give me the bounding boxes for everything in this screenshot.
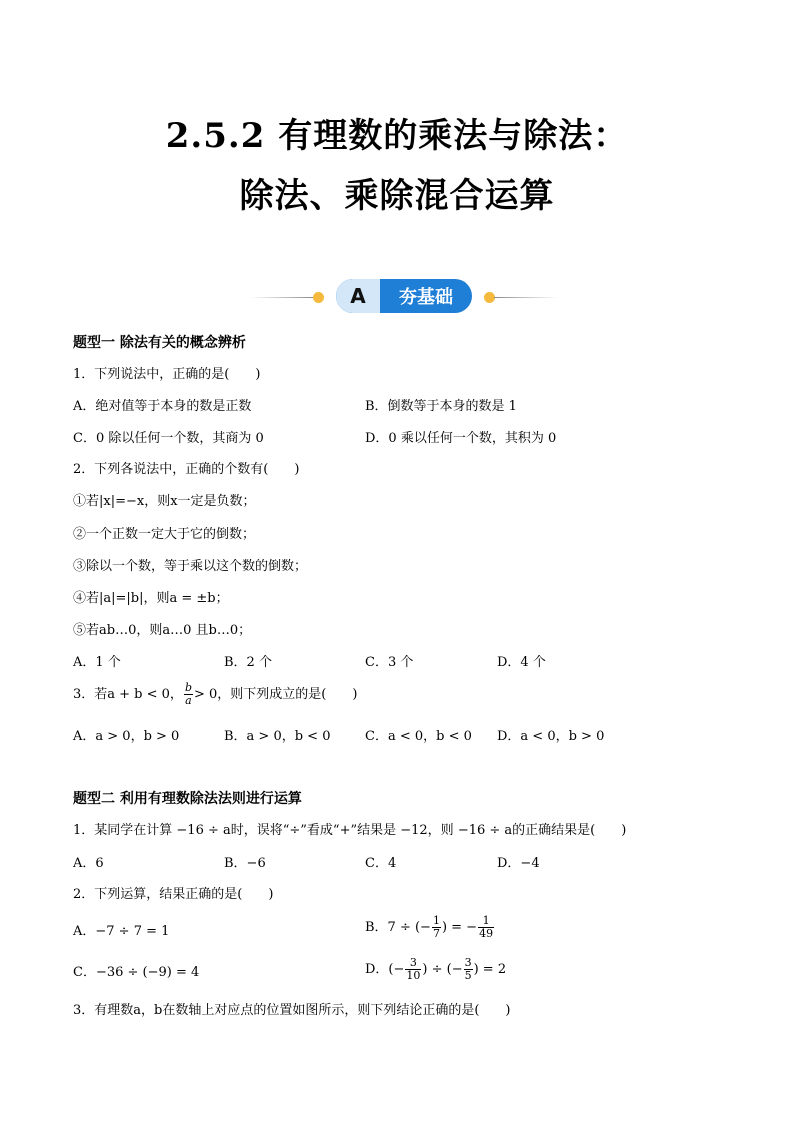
section-badge [336, 279, 472, 313]
banner-divider-right [494, 297, 558, 298]
fraction-denominator: 5 [464, 969, 472, 982]
section-heading-2: 题型二 利用有理数除法法则进行运算 [73, 791, 302, 807]
option-b-text-pre: B．7 ÷ (− [365, 920, 431, 935]
option-c: C．3 个 [365, 655, 414, 670]
option-b [365, 915, 495, 940]
banner-divider-left [250, 297, 314, 298]
option-a: A．a > 0，b > 0 [73, 729, 180, 744]
option-b: B．−6 [224, 856, 266, 871]
statement-1: ①若|x|=−x，则x一定是负数； [73, 494, 256, 509]
statement-5: ⑤若ab…0，则a…0 且b…0； [73, 623, 252, 638]
fraction-b-over-a [184, 682, 193, 707]
option-d: D．0 乘以任何一个数，其积为 0 [365, 431, 557, 446]
question-stem: 1．下列说法中，正确的是( ) [73, 367, 261, 382]
stem-text-post: > 0，则下列成立的是( ) [193, 687, 358, 702]
fraction-numerator: 1 [432, 914, 440, 927]
question-stem: 2．下列各说法中，正确的个数有( ) [73, 462, 300, 477]
option-a: A．−7 ÷ 7 = 1 [73, 924, 170, 939]
fraction-1-over-49 [478, 915, 494, 940]
question-stem: 3．有理数a，b在数轴上对应点的位置如图所示，则下列结论正确的是( ) [73, 1003, 511, 1018]
option-b: B．a > 0，b < 0 [224, 729, 331, 744]
option-d-text-pre: D．(− [365, 962, 405, 977]
statement-4: ④若|a|=|b|，则a = ±b； [73, 591, 229, 606]
statement-2: ②一个正数一定大于它的倒数； [73, 527, 256, 542]
page-title-line-2: 除法、乘除混合运算 [239, 176, 555, 216]
option-b: B．2 个 [224, 655, 272, 670]
option-d-text-mid: ) ÷ (− [422, 962, 463, 977]
badge-text: 夯基础 [399, 287, 453, 308]
option-d [365, 957, 506, 982]
banner-dot-left [313, 292, 324, 303]
fraction-numerator: 3 [464, 956, 472, 969]
option-d: D．4 个 [497, 655, 546, 670]
option-a: A．6 [73, 856, 104, 871]
page-title-line-1: 2.5.2 有理数的乘法与除法： [165, 116, 629, 156]
option-b-text-mid: ) = − [441, 920, 478, 935]
statement-3: ③除以一个数，等于乘以这个数的倒数； [73, 559, 308, 574]
option-c: C．0 除以任何一个数，其商为 0 [73, 431, 264, 446]
option-d-text-post: ) = 2 [473, 962, 507, 977]
option-c: C．−36 ÷ (−9) = 4 [73, 965, 200, 980]
option-a: A．绝对值等于本身的数是正数 [73, 399, 252, 414]
option-d: D．a < 0，b > 0 [497, 729, 605, 744]
fraction-numerator: b [184, 681, 192, 694]
badge-letter: A [336, 279, 380, 313]
question-stem: 1．某同学在计算 −16 ÷ a时，误将“÷”看成“+”结果是 −12，则 −16 ÷ a的正确结果是( ) [73, 823, 627, 838]
fraction-numerator: 1 [478, 915, 494, 928]
stem-text-pre: 3．若a + b < 0， [73, 687, 183, 702]
fraction-3-over-5 [464, 957, 473, 982]
question-stem [73, 682, 357, 707]
option-c: C．4 [365, 856, 397, 871]
option-d: D．−4 [497, 856, 540, 871]
question-stem: 2．下列运算，结果正确的是( ) [73, 887, 274, 902]
fraction-1-over-7 [432, 915, 441, 940]
fraction-denominator: 49 [479, 927, 494, 940]
fraction-3-over-10 [405, 957, 421, 982]
fraction-denominator: a [185, 694, 192, 707]
option-a: A．1 个 [73, 655, 121, 670]
fraction-denominator: 10 [406, 969, 421, 982]
fraction-numerator: 3 [405, 957, 421, 970]
section-heading-1: 题型一 除法有关的概念辨析 [73, 335, 246, 351]
option-c: C．a < 0，b < 0 [365, 729, 472, 744]
fraction-denominator: 7 [432, 927, 440, 940]
option-b: B．倒数等于本身的数是 1 [365, 399, 517, 414]
